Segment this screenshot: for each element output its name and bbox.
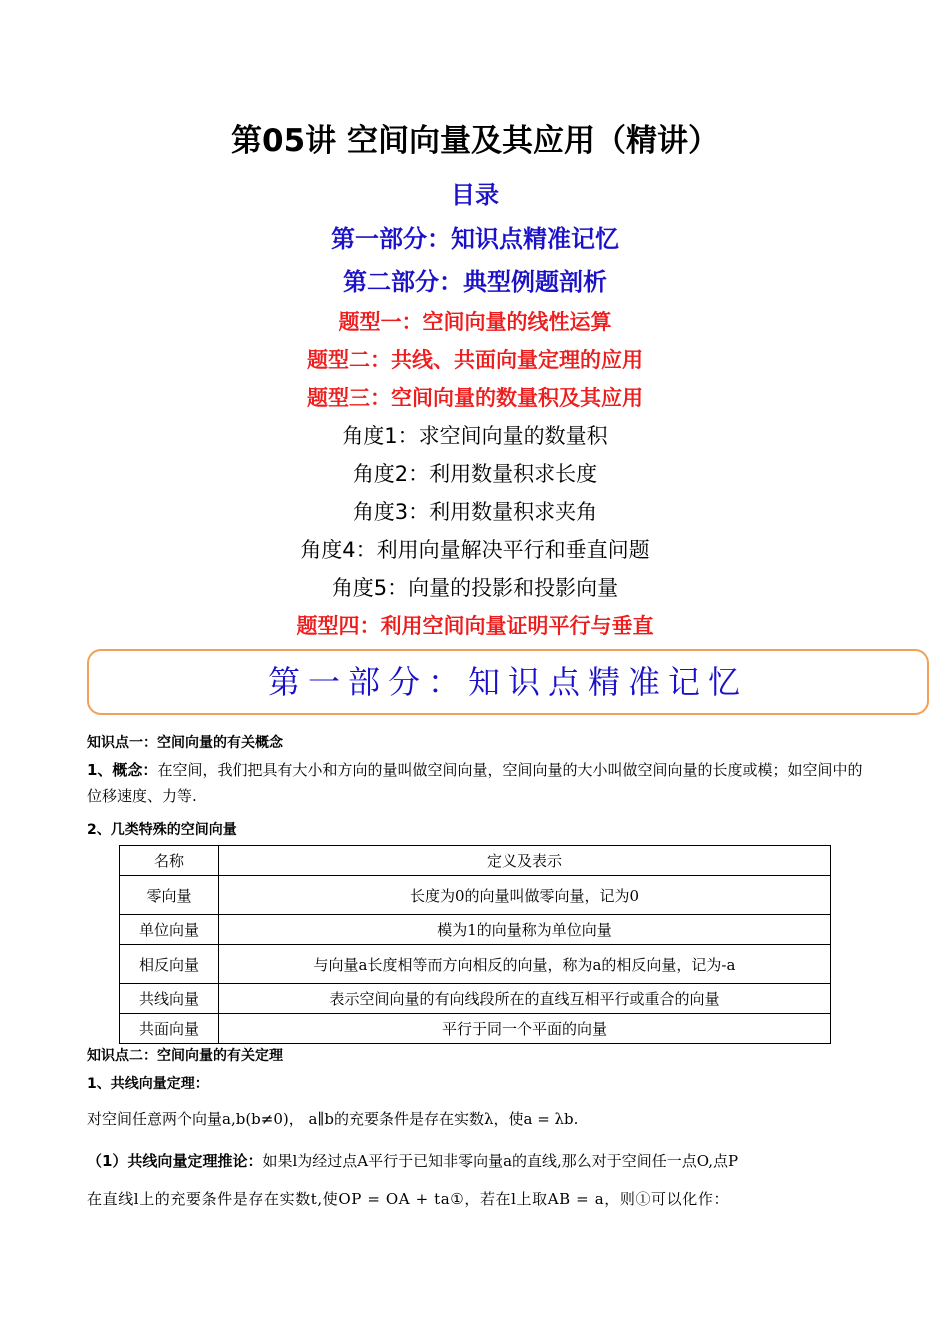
- toc-type-1[interactable]: 题型一：空间向量的线性运算: [338, 310, 612, 334]
- collinear-theorem-label: 1、共线向量定理：: [87, 1076, 209, 1092]
- table-cell-definition: 平行于同一个平面的向量: [219, 1014, 831, 1044]
- special-vectors-label: 2、几类特殊的空间向量: [87, 822, 237, 838]
- section-banner: 第一部分：知识点精准记忆: [87, 649, 929, 715]
- toc-angle-4[interactable]: 角度4：利用向量解决平行和垂直问题: [300, 538, 650, 562]
- table-row: [120, 945, 831, 984]
- toc-angle-1[interactable]: 角度1：求空间向量的数量积: [342, 424, 608, 448]
- knowledge-point-2-heading: 知识点二：空间向量的有关定理: [87, 1048, 283, 1064]
- table-cell-definition: 长度为0的向量叫做零向量，记为0: [219, 876, 831, 915]
- table-row: [120, 1014, 831, 1044]
- table-cell-definition: 与向量a长度相等而方向相反的向量，称为a的相反向量，记为-a: [219, 945, 831, 984]
- table-cell-name: 单位向量: [120, 915, 219, 945]
- table-header-definition: 定义及表示: [219, 846, 831, 876]
- toc-type-2[interactable]: 题型二：共线、共面向量定理的应用: [307, 348, 643, 372]
- toc-type-3[interactable]: 题型三：空间向量的数量积及其应用: [307, 386, 643, 410]
- concept-label: 1、概念：: [87, 761, 158, 779]
- corollary-label: （1）共线向量定理推论：: [87, 1152, 263, 1170]
- table-row: [120, 984, 831, 1014]
- page-title: 第05讲 空间向量及其应用（精讲）: [231, 123, 719, 159]
- toc-heading: 目录: [451, 181, 499, 209]
- toc-type-4[interactable]: 题型四：利用空间向量证明平行与垂直: [296, 614, 654, 638]
- corollary-text-line1: 如果l为经过点A平行于已知非零向量a的直线,那么对于空间任一点O,点P: [262, 1152, 739, 1170]
- toc-part2[interactable]: 第二部分：典型例题剖析: [343, 268, 607, 296]
- toc-part1[interactable]: 第一部分：知识点精准记忆: [331, 225, 619, 253]
- corollary-paragraph: [87, 1148, 877, 1174]
- table-cell-name: 共面向量: [120, 1014, 219, 1044]
- toc-angle-3[interactable]: 角度3：利用数量积求夹角: [352, 500, 598, 524]
- table-cell-name: 相反向量: [120, 945, 219, 984]
- table-cell-name: 零向量: [120, 876, 219, 915]
- toc-angle-5[interactable]: 角度5：向量的投影和投影向量: [331, 576, 619, 600]
- special-vectors-table: [119, 845, 831, 1044]
- table-cell-definition: 表示空间向量的有向线段所在的直线互相平行或重合的向量: [219, 984, 831, 1014]
- corollary-text-line2: 在直线l上的充要条件是存在实数t,使OP = OA + ta①，若在l上取AB = a，则①可以化作：: [87, 1190, 730, 1208]
- collinear-theorem-text: 对空间任意两个向量a,b(b≠0)， a∥b的充要条件是存在实数λ，使a = λb.: [87, 1110, 579, 1128]
- concept-text: 在空间，我们把具有大小和方向的量叫做空间向量，空间向量的大小叫做空间向量的长度或模；如空间中的位移速度、力等.: [87, 761, 863, 805]
- knowledge-point-1-heading: 知识点一：空间向量的有关概念: [87, 735, 283, 751]
- concept-paragraph: [87, 757, 877, 809]
- table-header-row: [120, 846, 831, 876]
- table-cell-name: 共线向量: [120, 984, 219, 1014]
- table-row: [120, 915, 831, 945]
- table-header-name: 名称: [120, 846, 219, 876]
- toc-angle-2[interactable]: 角度2：利用数量积求长度: [352, 462, 598, 486]
- table-cell-definition: 模为1的向量称为单位向量: [219, 915, 831, 945]
- table-row: [120, 876, 831, 915]
